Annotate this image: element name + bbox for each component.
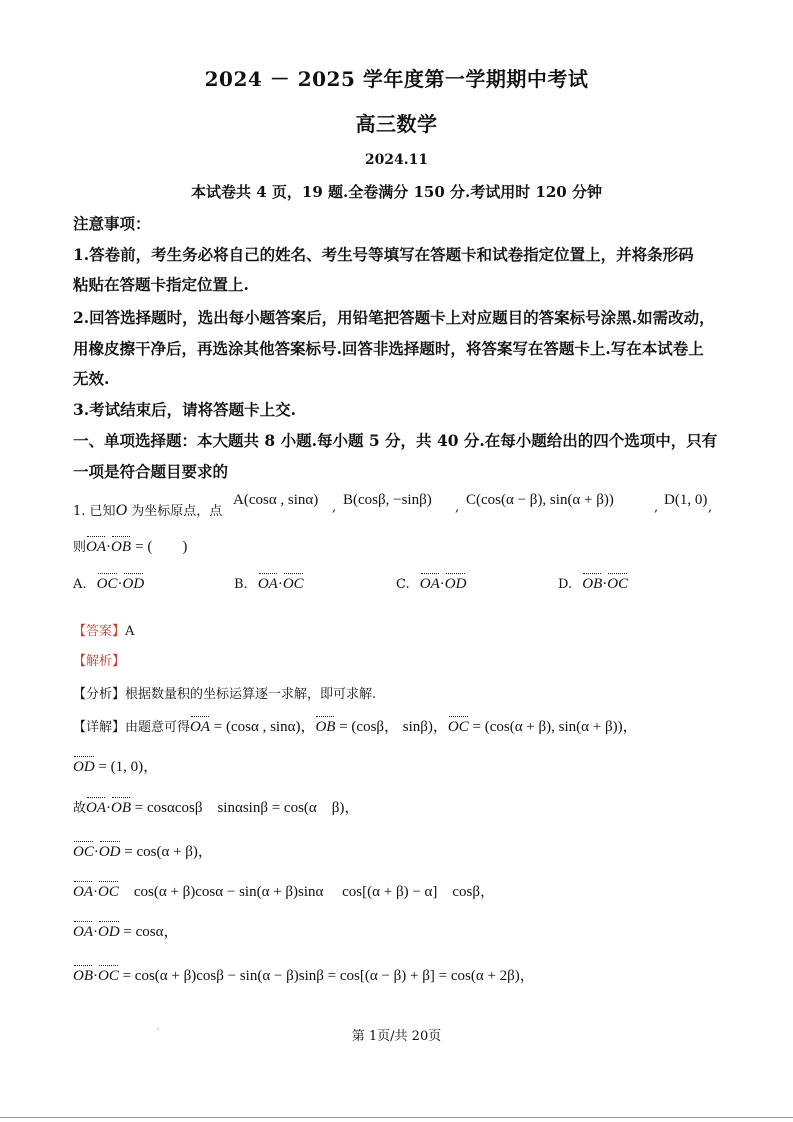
question-lead: 已知 <box>89 504 116 519</box>
option-a[interactable]: A. OC·OD <box>73 576 145 592</box>
bottom-divider <box>0 1117 793 1118</box>
detail-oc: = (cos(α + β), sin(α + β))， <box>472 719 638 735</box>
detail-oa-oc: cos(α + β)cosα − sin(α + β)sinα cos[(α + β) − α] cosβ， <box>118 884 496 900</box>
notice-item-2-line-3: 无效. <box>73 369 110 388</box>
option-b-label: B. <box>234 577 248 592</box>
detail-oa-ob: = cosαcosβ sinαsinβ = cos(α β)， <box>134 800 360 816</box>
fenxi-line <box>73 683 376 702</box>
detail-line-oa-ob: 故OA·OB = cosαcosβ sinαsinβ = cos(α β)， <box>73 800 360 816</box>
separator-4: , <box>708 500 713 515</box>
notice-item-1-line-1: 1.答卷前，考生务必将自己的姓名、考生号等填写在答题卡和试卷指定位置上，并将条形码 <box>73 245 694 264</box>
origin-text: 为坐标原点，点 <box>131 504 223 519</box>
point-d: D(1, 0) <box>664 492 708 508</box>
fenxi-text: 根据数量积的坐标运算逐一求解，即可求解. <box>125 687 377 702</box>
xiangjie-line: 【详解】由题意可得OA = (cosα , sinα)，OB = (cosβ， sinβ)，OC = (cos(α + β), sin(α + β))， <box>73 719 638 735</box>
detail-ob: = (cosβ， sinβ)， <box>339 719 448 735</box>
detail-oa-od: = cosα， <box>123 924 179 940</box>
detail-ob-oc: = cos(α + β)cosβ − sin(α − β)sinβ = cos[(α − β) + β] = cos(α + 2β)， <box>122 968 535 984</box>
question-1-ask: 则OA·OB = ( ) <box>73 539 188 555</box>
xiangjie-text: 由题意可得 <box>125 720 191 735</box>
page-footer: 第 1页/共 20页 <box>351 1029 442 1044</box>
separator-1: , <box>332 500 337 515</box>
option-d[interactable]: D. OB·OC <box>558 576 629 592</box>
analysis-tag: 【解析】 <box>73 654 126 669</box>
notice-heading: 注意事项： <box>73 214 151 233</box>
section-heading-line-1: 一、单项选择题：本大题共 8 小题.每小题 5 分，共 40 分.在每小题给出的四个选项中，只有 <box>73 431 718 450</box>
ask-expr: = ( ) <box>135 539 188 555</box>
detail-line-oc-od: OC·OD = cos(α + β)， <box>73 844 213 860</box>
detail-line-ob-oc: OB·OC = cos(α + β)cosβ − sin(α − β)sinβ = cos[(α − β) + β] = cos(α + 2β)， <box>73 968 535 984</box>
exam-date: 2024.11 <box>364 152 429 168</box>
scan-dot <box>157 1028 159 1030</box>
point-a: A(cosα , sinα) <box>233 492 319 508</box>
notice-item-1-line-2: 粘贴在答题卡指定位置上. <box>73 275 249 294</box>
point-b: B(cosβ, −sinβ) <box>343 492 432 508</box>
answer-value: A <box>125 624 135 639</box>
origin-symbol: O <box>115 502 128 519</box>
question-number: 1. <box>73 504 86 519</box>
option-c-label: C. <box>396 577 410 592</box>
detail-oa: = (cosα , sinα)， <box>213 719 316 735</box>
detail-line-od: OD = (1, 0)， <box>73 759 159 775</box>
exam-title: 2024 － 2025 学年度第一学期期中考试 <box>204 67 589 91</box>
detail-line-oa-od: OA·OD = cosα， <box>73 924 179 940</box>
point-c: C(cos(α − β), sin(α + β)) <box>466 492 614 508</box>
option-a-label: A. <box>73 577 87 592</box>
notice-item-3: 3.考试结束后，请将答题卡上交. <box>73 400 297 419</box>
answer-line <box>73 620 134 639</box>
detail-line-oa-oc: OA·OC cos(α + β)cosα − sin(α + β)sinα cos[(α + β) − α] cosβ， <box>73 884 496 900</box>
detail-prefix: 故 <box>73 800 87 815</box>
answer-tag: 【答案】 <box>73 624 126 639</box>
notice-item-2-line-1: 2.回答选择题时，选出每小题答案后，用铅笔把答题卡上对应题目的答案标号涂黑.如需改动， <box>73 308 715 327</box>
option-d-label: D. <box>558 577 573 592</box>
detail-od: = (1, 0)， <box>98 759 159 775</box>
exam-info: 本试卷共 4 页，19 题.全卷满分 150 分.考试用时 120 分钟 <box>191 183 602 201</box>
separator-3: , <box>654 500 659 515</box>
separator-2: , <box>455 500 460 515</box>
subject-title: 高三数学 <box>355 112 438 136</box>
option-b[interactable]: B. OA·OC <box>234 576 304 592</box>
fenxi-tag: 【分析】 <box>73 687 126 702</box>
notice-item-2-line-2: 用橡皮擦干净后，再选涂其他答案标号.回答非选择题时，将答案写在答题卡上.写在本试卷上 <box>73 339 704 358</box>
section-heading-line-2: 一项是符合题目要求的 <box>73 462 229 481</box>
question-1-stem <box>73 500 222 520</box>
xiangjie-tag: 【详解】 <box>73 720 126 735</box>
option-c[interactable]: C. OA·OD <box>396 576 467 592</box>
ask-prefix: 则 <box>73 540 87 555</box>
detail-oc-od: = cos(α + β)， <box>124 844 213 860</box>
